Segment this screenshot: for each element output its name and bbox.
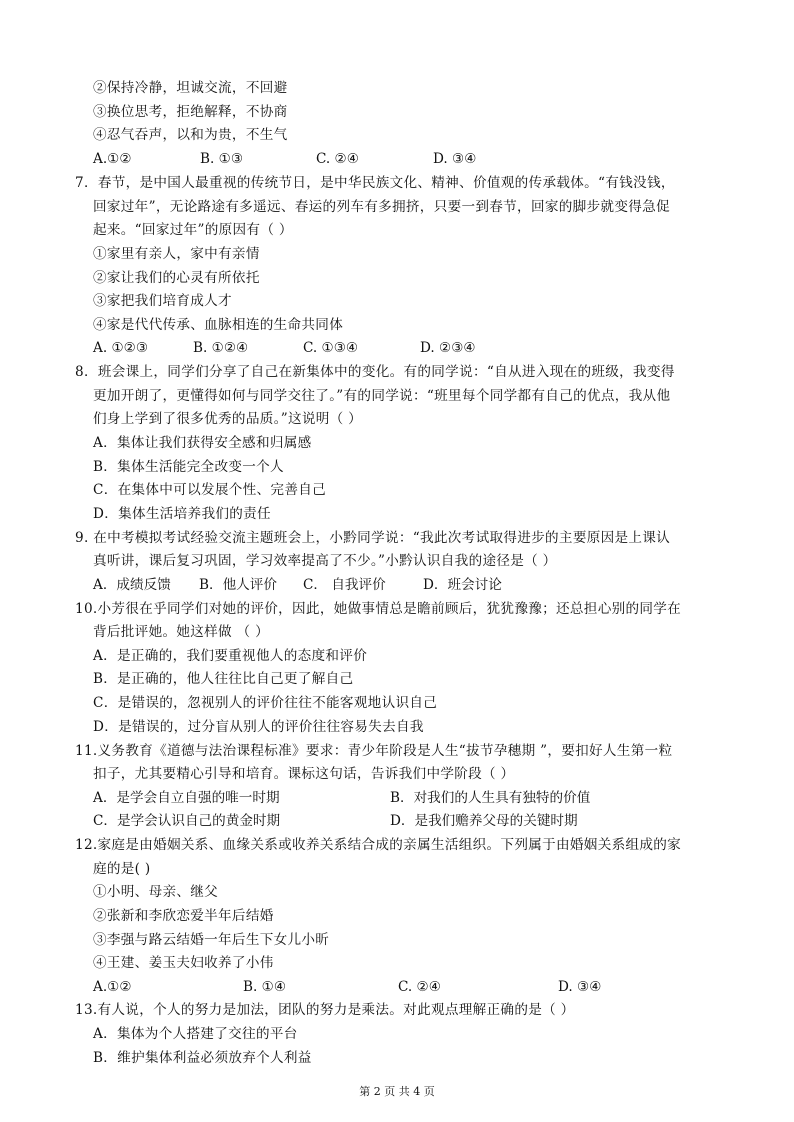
text-line: ③换位思考，拒绝解释，不协商 bbox=[93, 104, 288, 120]
text-line: ③家把我们培育成人才 bbox=[93, 293, 232, 309]
question-10: 10.小芳很在乎同学们对她的评价，因此，她做事情总是瞻前顾后，犹犹豫豫；还总担心别的同学在 bbox=[75, 601, 682, 617]
option-c: C． 自我评价 bbox=[303, 577, 386, 593]
text-line: ①小明、母亲、继父 bbox=[93, 884, 219, 900]
text-line: ③李强与路云结婚一年后生下女儿小昕 bbox=[93, 932, 330, 948]
page-footer: 第 2 页 共 4 页 bbox=[359, 1085, 435, 1098]
question-9: 9. 在中考模拟考试经验交流主题班会上，小黔同学说：“我此次考试取得进步的主要原因是上课认 bbox=[75, 530, 671, 546]
text-line: 背后批评她。她这样做 （ ） bbox=[93, 624, 269, 640]
text-line: 扣子，尤其要精心引导和培育。课标这句话，告诉我们中学阶段（ ） bbox=[93, 766, 515, 782]
question-11: 11.义务教育《道德与法治课程标准》要求：青少年阶段是人生“拔节孕穗期 ”，要扣好人生第一粒 bbox=[75, 743, 673, 759]
option-d: D. ③④ bbox=[433, 151, 477, 167]
option-d: D．集体生活培养我们的责任 bbox=[93, 506, 271, 522]
option-d: D．是错误的，过分盲从别人的评价往往容易失去自我 bbox=[93, 719, 424, 735]
option-a: A．成绩反馈 bbox=[93, 577, 171, 593]
option-a: A．集体为个人搭建了交往的平台 bbox=[93, 1026, 298, 1042]
option-a: A．是学会自立自强的唯一时期 bbox=[93, 790, 280, 806]
option-c: C. ①③④ bbox=[303, 340, 359, 356]
option-b: B．是正确的，他人往往比自己更了解自己 bbox=[93, 671, 354, 687]
option-d: D．是我们赡养父母的关键时期 bbox=[390, 813, 578, 829]
text-line: ②保持冷静，坦诚交流，不回避 bbox=[93, 80, 288, 96]
option-b: B. ①②④ bbox=[193, 340, 249, 356]
option-d: D. ②③④ bbox=[420, 340, 476, 356]
option-c: C．在集体中可以发展个性、完善自己 bbox=[93, 482, 326, 498]
text-line: 真听讲，课后复习巩固，学习效率提高了不少。”小黔认识自我的途径是（ ） bbox=[93, 553, 557, 569]
option-b: B．对我们的人生具有独特的价值 bbox=[390, 790, 591, 806]
option-a: A.①② bbox=[93, 979, 132, 995]
option-b: B. ①④ bbox=[243, 979, 287, 995]
option-b: B. ①③ bbox=[200, 151, 244, 167]
question-13: 13.有人说，个人的努力是加法，团队的努力是乘法。对此观点理解正确的是（ ） bbox=[75, 1002, 575, 1018]
text-line: ①家里有亲人，家中有亲情 bbox=[93, 246, 260, 262]
text-line: ②张新和李欣恋爱半年后结婚 bbox=[93, 908, 274, 924]
text-line: ④王建、姜玉夫妇收养了小伟 bbox=[93, 955, 274, 971]
option-c: C. ②④ bbox=[316, 151, 359, 167]
text-line: 更加开朗了，更懂得如何与同学交往了。”有的同学说：“班里每个同学都有自己的优点，我从他 bbox=[93, 388, 671, 404]
option-c: C．是错误的，忽视别人的评价往往不能客观地认识自己 bbox=[93, 695, 438, 711]
option-b: B．维护集体利益必须放弃个人利益 bbox=[93, 1050, 312, 1066]
text-line: ②家让我们的心灵有所依托 bbox=[93, 270, 260, 286]
text-line: 回家过年”，无论路途有多遥远、春运的列车有多拥挤，只要一到春节，回家的脚步就变得急促 bbox=[93, 199, 670, 215]
text-line: 庭的是( ) bbox=[93, 861, 151, 877]
text-line: 起来。“回家过年”的原因有（ ） bbox=[93, 222, 293, 238]
option-d: D. ③④ bbox=[558, 979, 602, 995]
text-line: ④忍气吞声，以和为贵，不生气 bbox=[93, 127, 288, 143]
option-a: A.①② bbox=[93, 151, 132, 167]
option-a: A．集体让我们获得安全感和归属感 bbox=[93, 435, 312, 451]
question-7: 7．春节，是中国人最重视的传统节日，是中华民族文化、精神、价值观的传承载体。“有钱没钱， bbox=[75, 175, 675, 191]
option-b: B．集体生活能完全改变一个人 bbox=[93, 459, 284, 475]
question-8: 8．班会课上，同学们分享了自己在新集体中的变化。有的同学说：“自从进入现在的班级，我变得 bbox=[75, 364, 675, 380]
option-c: C. ②④ bbox=[398, 979, 441, 995]
option-a: A. ①②③ bbox=[93, 340, 149, 356]
option-b: B．他人评价 bbox=[199, 577, 277, 593]
option-c: C．是学会认识自己的黄金时期 bbox=[93, 813, 281, 829]
option-d: D．班会讨论 bbox=[423, 577, 502, 593]
option-a: A．是正确的，我们要重视他人的态度和评价 bbox=[93, 648, 368, 664]
text-line: 们身上学到了很多优秀的品质。”这说明（ ） bbox=[93, 411, 363, 427]
text-line: ④家是代代传承、血脉相连的生命共同体 bbox=[93, 317, 344, 333]
question-12: 12.家庭是由婚姻关系、血缘关系或收养关系结合成的亲属生活组织。下列属于由婚姻关系组成的家 bbox=[75, 837, 682, 853]
